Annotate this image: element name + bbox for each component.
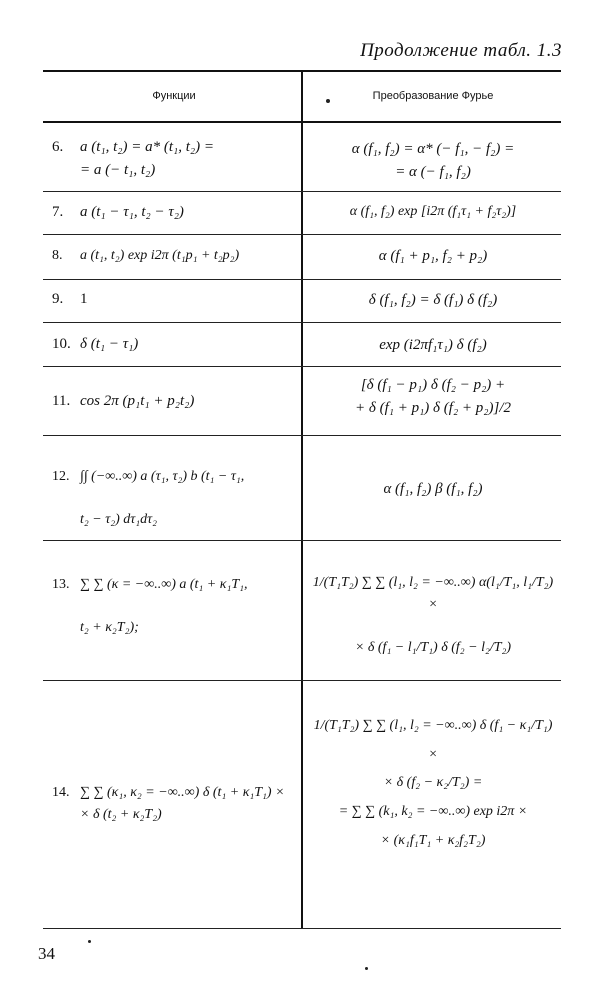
row-number: 12. <box>52 469 70 484</box>
formula-line: α (f₁, f₂) β (f₁, f₂) <box>383 481 483 497</box>
formula-line: = α (− f₁, f₂) <box>395 164 471 181</box>
row-number: 14. <box>52 785 70 800</box>
row-rule <box>43 435 561 436</box>
header-fourier: Преобразование Фурье <box>372 90 494 102</box>
formula-line: 1 <box>80 291 88 307</box>
row-rule <box>43 279 561 280</box>
formula-line: a (t₁, t₂) exp i2π (t₁p₁ + t₂p₂) <box>80 248 240 263</box>
row-11-function <box>52 390 296 413</box>
formula-line: ∑ ∑ (κ = −∞..∞) a (t₁ + κ₁T₁, <box>80 577 248 592</box>
row-rule <box>43 366 561 367</box>
speck <box>365 967 368 970</box>
table-bottom-rule <box>43 928 561 929</box>
row-number: 6. <box>52 139 64 155</box>
formula-line: ∫∫ (−∞..∞) a (τ₁, τ₂) b (t₁ − τ₁, <box>80 469 245 484</box>
row-number: 8. <box>52 248 63 263</box>
row-14-function <box>52 782 296 825</box>
row-12-transform <box>308 478 558 501</box>
formula-line: α (f₁ + p₁, f₂ + p₂) <box>378 248 488 264</box>
row-number: 11. <box>52 393 71 409</box>
formula-line: × δ (f₁ − l₁/T₁) δ (f₂ − l₂/T₂) <box>354 640 512 656</box>
row-number: 7. <box>52 204 64 220</box>
formula-line: t₂ + κ₂T₂); <box>80 620 139 636</box>
formula-line: = ∑ ∑ (k₁, k₂ = −∞..∞) exp i2π × <box>338 804 528 820</box>
formula-line: δ (f₁, f₂) = δ (f₁) δ (f₂) <box>368 292 498 308</box>
row-10-function <box>52 333 296 356</box>
row-8-transform <box>308 245 558 268</box>
row-rule <box>43 191 561 192</box>
formula-line: δ (t₁ − τ₁) <box>80 336 139 352</box>
row-6-transform <box>308 138 558 185</box>
formula-line: = a (− t₁, t₂) <box>80 162 156 179</box>
formula-line: × (κ₁f₁T₁ + κ₂f₂T₂) <box>380 832 486 848</box>
formula-line: [δ (f₁ − p₁) δ (f₂ − p₂) + <box>360 377 506 393</box>
formula-line: cos 2π (p₁t₁ + p₂t₂) <box>80 393 195 409</box>
row-12-function <box>52 466 296 531</box>
row-10-transform <box>308 334 558 357</box>
header-functions: Функции <box>152 90 196 102</box>
formula-line: exp (i2πf₁τ₁) δ (f₂) <box>379 337 487 353</box>
formula-line: α (f₁, f₂) exp [i2π (f₁τ₁ + f₂τ₂)] <box>349 204 517 219</box>
row-8-function <box>52 245 296 267</box>
formula-line: × δ (f₂ − κ₂/T₂) = <box>383 775 483 791</box>
row-9-function <box>52 288 296 311</box>
table-caption: Продолжение табл. 1.3 <box>360 40 562 61</box>
column-divider <box>301 70 303 928</box>
speck <box>88 940 91 943</box>
stray-dot <box>326 99 330 103</box>
row-rule <box>43 322 561 323</box>
formula-line: α (f₁, f₂) = α* (− f₁, − f₂) = <box>351 141 515 157</box>
formula-line: × δ (t₂ + κ₂T₂) <box>80 806 162 822</box>
formula-line: a (t₁ − τ₁, t₂ − τ₂) <box>80 204 184 220</box>
formula-line: ∑ ∑ (κ₁, κ₂ = −∞..∞) δ (t₁ + κ₁T₁) × <box>80 785 285 800</box>
row-rule <box>43 234 561 235</box>
row-13-function <box>52 574 296 639</box>
row-13-transform <box>308 572 558 659</box>
row-7-function <box>52 201 296 224</box>
formula-line: 1/(T₁T₂) ∑ ∑ (l₁, l₂ = −∞..∞) δ (f₁ − κ₁/T₁) × <box>313 718 553 762</box>
header-rule <box>43 121 561 123</box>
formula-line: 1/(T₁T₂) ∑ ∑ (l₁, l₂ = −∞..∞) α(l₁/T₁, l₁/T₂) × <box>312 575 554 612</box>
row-number: 9. <box>52 291 64 307</box>
row-7-transform <box>308 201 558 223</box>
row-rule <box>43 680 561 681</box>
formula-line: + δ (f₁ + p₁) δ (f₂ + p₂)]/2 <box>355 400 511 417</box>
formula-line: t₂ − τ₂) dτ₁dτ₂ <box>80 512 157 528</box>
row-6-function <box>52 136 296 183</box>
page-number: 34 <box>38 944 55 963</box>
row-9-transform <box>308 289 558 312</box>
row-rule <box>43 540 561 541</box>
formula-line: a (t₁, t₂) = a* (t₁, t₂) = <box>80 139 215 155</box>
row-11-transform <box>308 374 558 421</box>
row-number: 13. <box>52 577 70 592</box>
row-number: 10. <box>52 336 71 352</box>
row-14-transform <box>308 712 558 855</box>
